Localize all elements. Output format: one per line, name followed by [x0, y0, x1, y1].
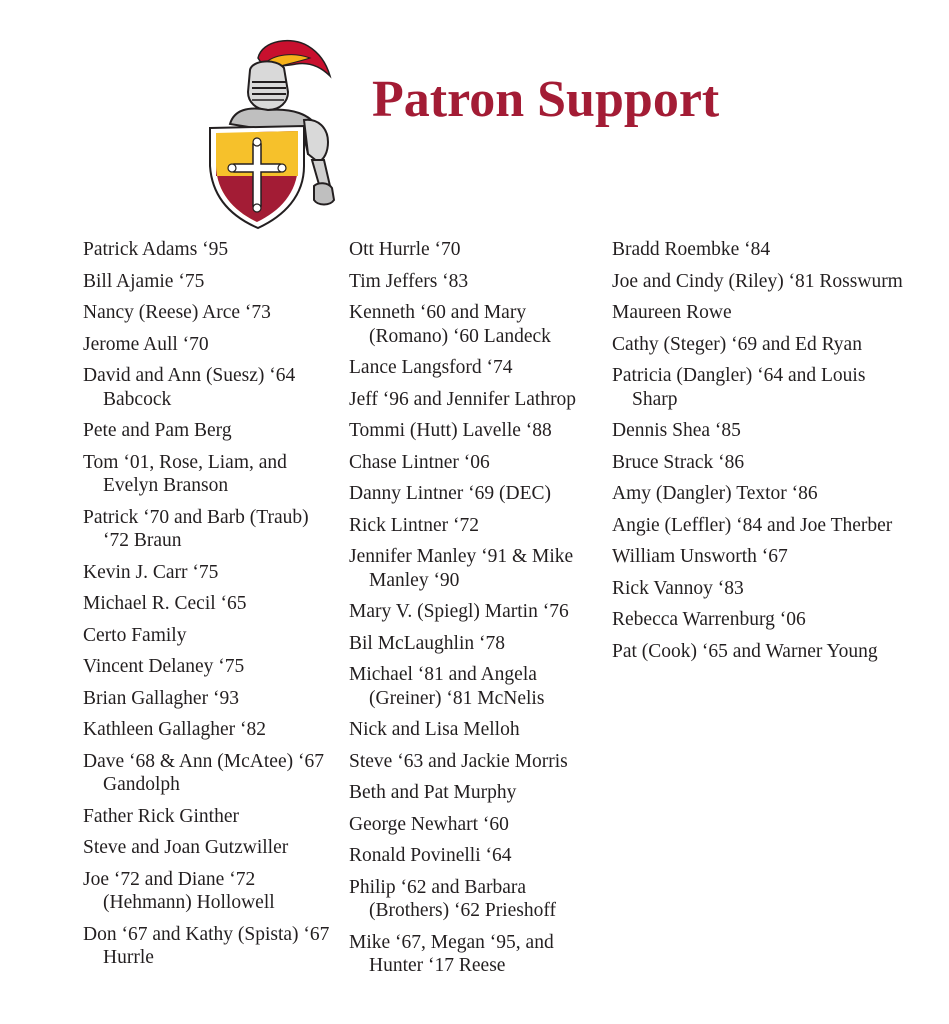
patron-name: Rebecca Warrenburg ‘06	[612, 609, 806, 630]
patron-name: Jennifer Manley ‘91 & Mike Manley ‘90	[349, 546, 574, 591]
patron-name: Angie (Leffler) ‘84 and Joe Therber	[612, 514, 893, 536]
patron-name: Cathy (Steger) ‘69 and Ed Ryan	[612, 333, 862, 355]
patron-name: Joe and Cindy (Riley) ‘81 Rosswurm	[612, 270, 903, 292]
patron-name: Ott Hurrle ‘70	[349, 239, 461, 260]
patron-name: Michael ‘81 and Angela (Greiner) ‘81 McNelis	[349, 664, 545, 709]
patron-name: Brian Gallagher ‘93	[83, 687, 239, 709]
patron-name: Tommi (Hutt) Lavelle ‘88	[349, 420, 552, 441]
patron-name: Maureen Rowe	[612, 302, 732, 323]
patron-name: Rick Lintner ‘72	[349, 514, 479, 536]
patron-name: William Unsworth ‘67	[612, 546, 788, 567]
patron-name: Father Rick Ginther	[83, 805, 239, 827]
patron-name: Danny Lintner ‘69 (DEC)	[349, 483, 551, 504]
patron-name: Pat (Cook) ‘65 and Warner Young	[612, 640, 878, 662]
patron-name: Bruce Strack ‘86	[612, 451, 745, 473]
patron-name: Steve ‘63 and Jackie Morris	[349, 750, 568, 772]
patron-name: Patrick ‘70 and Barb (Traub) ‘72 Braun	[83, 506, 309, 551]
patron-name: Dennis Shea ‘85	[612, 420, 741, 441]
patron-name: Dave ‘68 & Ann (McAtee) ‘67 Gandolph	[83, 750, 324, 795]
patron-name: Joe ‘72 and Diane ‘72 (Hehmann) Hollowell	[83, 868, 275, 913]
patron-name: Tim Jeffers ‘83	[349, 270, 469, 292]
patron-name: Nancy (Reese) Arce ‘73	[83, 302, 271, 323]
patron-name: Pete and Pam Berg	[83, 420, 232, 441]
patron-name: Certo Family	[83, 624, 187, 646]
patron-name: Chase Lintner ‘06	[349, 451, 490, 473]
patron-name: Kenneth ‘60 and Mary (Romano) ‘60 Landeck	[349, 302, 551, 347]
patron-name: Patrick Adams ‘95	[83, 239, 229, 260]
page-header	[0, 0, 949, 240]
patron-column-1	[83, 238, 335, 978]
patron-name: David and Ann (Suesz) ‘64 Babcock	[83, 365, 296, 410]
patron-name: Mary V. (Spiegl) Martin ‘76	[349, 601, 569, 622]
patron-name: Ronald Povinelli ‘64	[349, 845, 512, 866]
patron-name: George Newhart ‘60	[349, 813, 509, 835]
patron-column-2	[349, 238, 599, 986]
patron-name: Mike ‘67, Megan ‘95, and Hunter ‘17 Reese	[349, 931, 554, 976]
patron-name: Nick and Lisa Melloh	[349, 719, 520, 740]
patron-name: Beth and Pat Murphy	[349, 782, 517, 803]
patron-name: Bil McLaughlin ‘78	[349, 632, 505, 654]
patron-name: Patricia (Dangler) ‘64 and Louis Sharp	[612, 365, 866, 410]
patron-name: Tom ‘01, Rose, Liam, and Evelyn Branson	[83, 451, 287, 496]
knight-mascot-icon	[200, 36, 345, 231]
patron-name: Don ‘67 and Kathy (Spista) ‘67 Hurrle	[83, 923, 330, 968]
patron-name: Lance Langsford ‘74	[349, 357, 513, 378]
patron-name: Michael R. Cecil ‘65	[83, 593, 247, 614]
patron-name: Bradd Roembke ‘84	[612, 239, 771, 260]
patron-name: Jerome Aull ‘70	[83, 333, 209, 355]
patron-name: Steve and Joan Gutzwiller	[83, 837, 289, 858]
patron-name: Philip ‘62 and Barbara (Brothers) ‘62 Prieshoff	[349, 876, 557, 921]
patron-name: Kathleen Gallagher ‘82	[83, 719, 267, 740]
patron-name: Rick Vannoy ‘83	[612, 577, 744, 599]
patron-column-3	[612, 238, 912, 671]
patron-name: Bill Ajamie ‘75	[83, 270, 205, 292]
patron-name: Amy (Dangler) Textor ‘86	[612, 483, 818, 504]
patron-name: Jeff ‘96 and Jennifer Lathrop	[349, 388, 577, 410]
page-title: Patron Support	[372, 71, 720, 128]
patron-name: Vincent Delaney ‘75	[83, 656, 245, 677]
patron-name: Kevin J. Carr ‘75	[83, 561, 219, 583]
